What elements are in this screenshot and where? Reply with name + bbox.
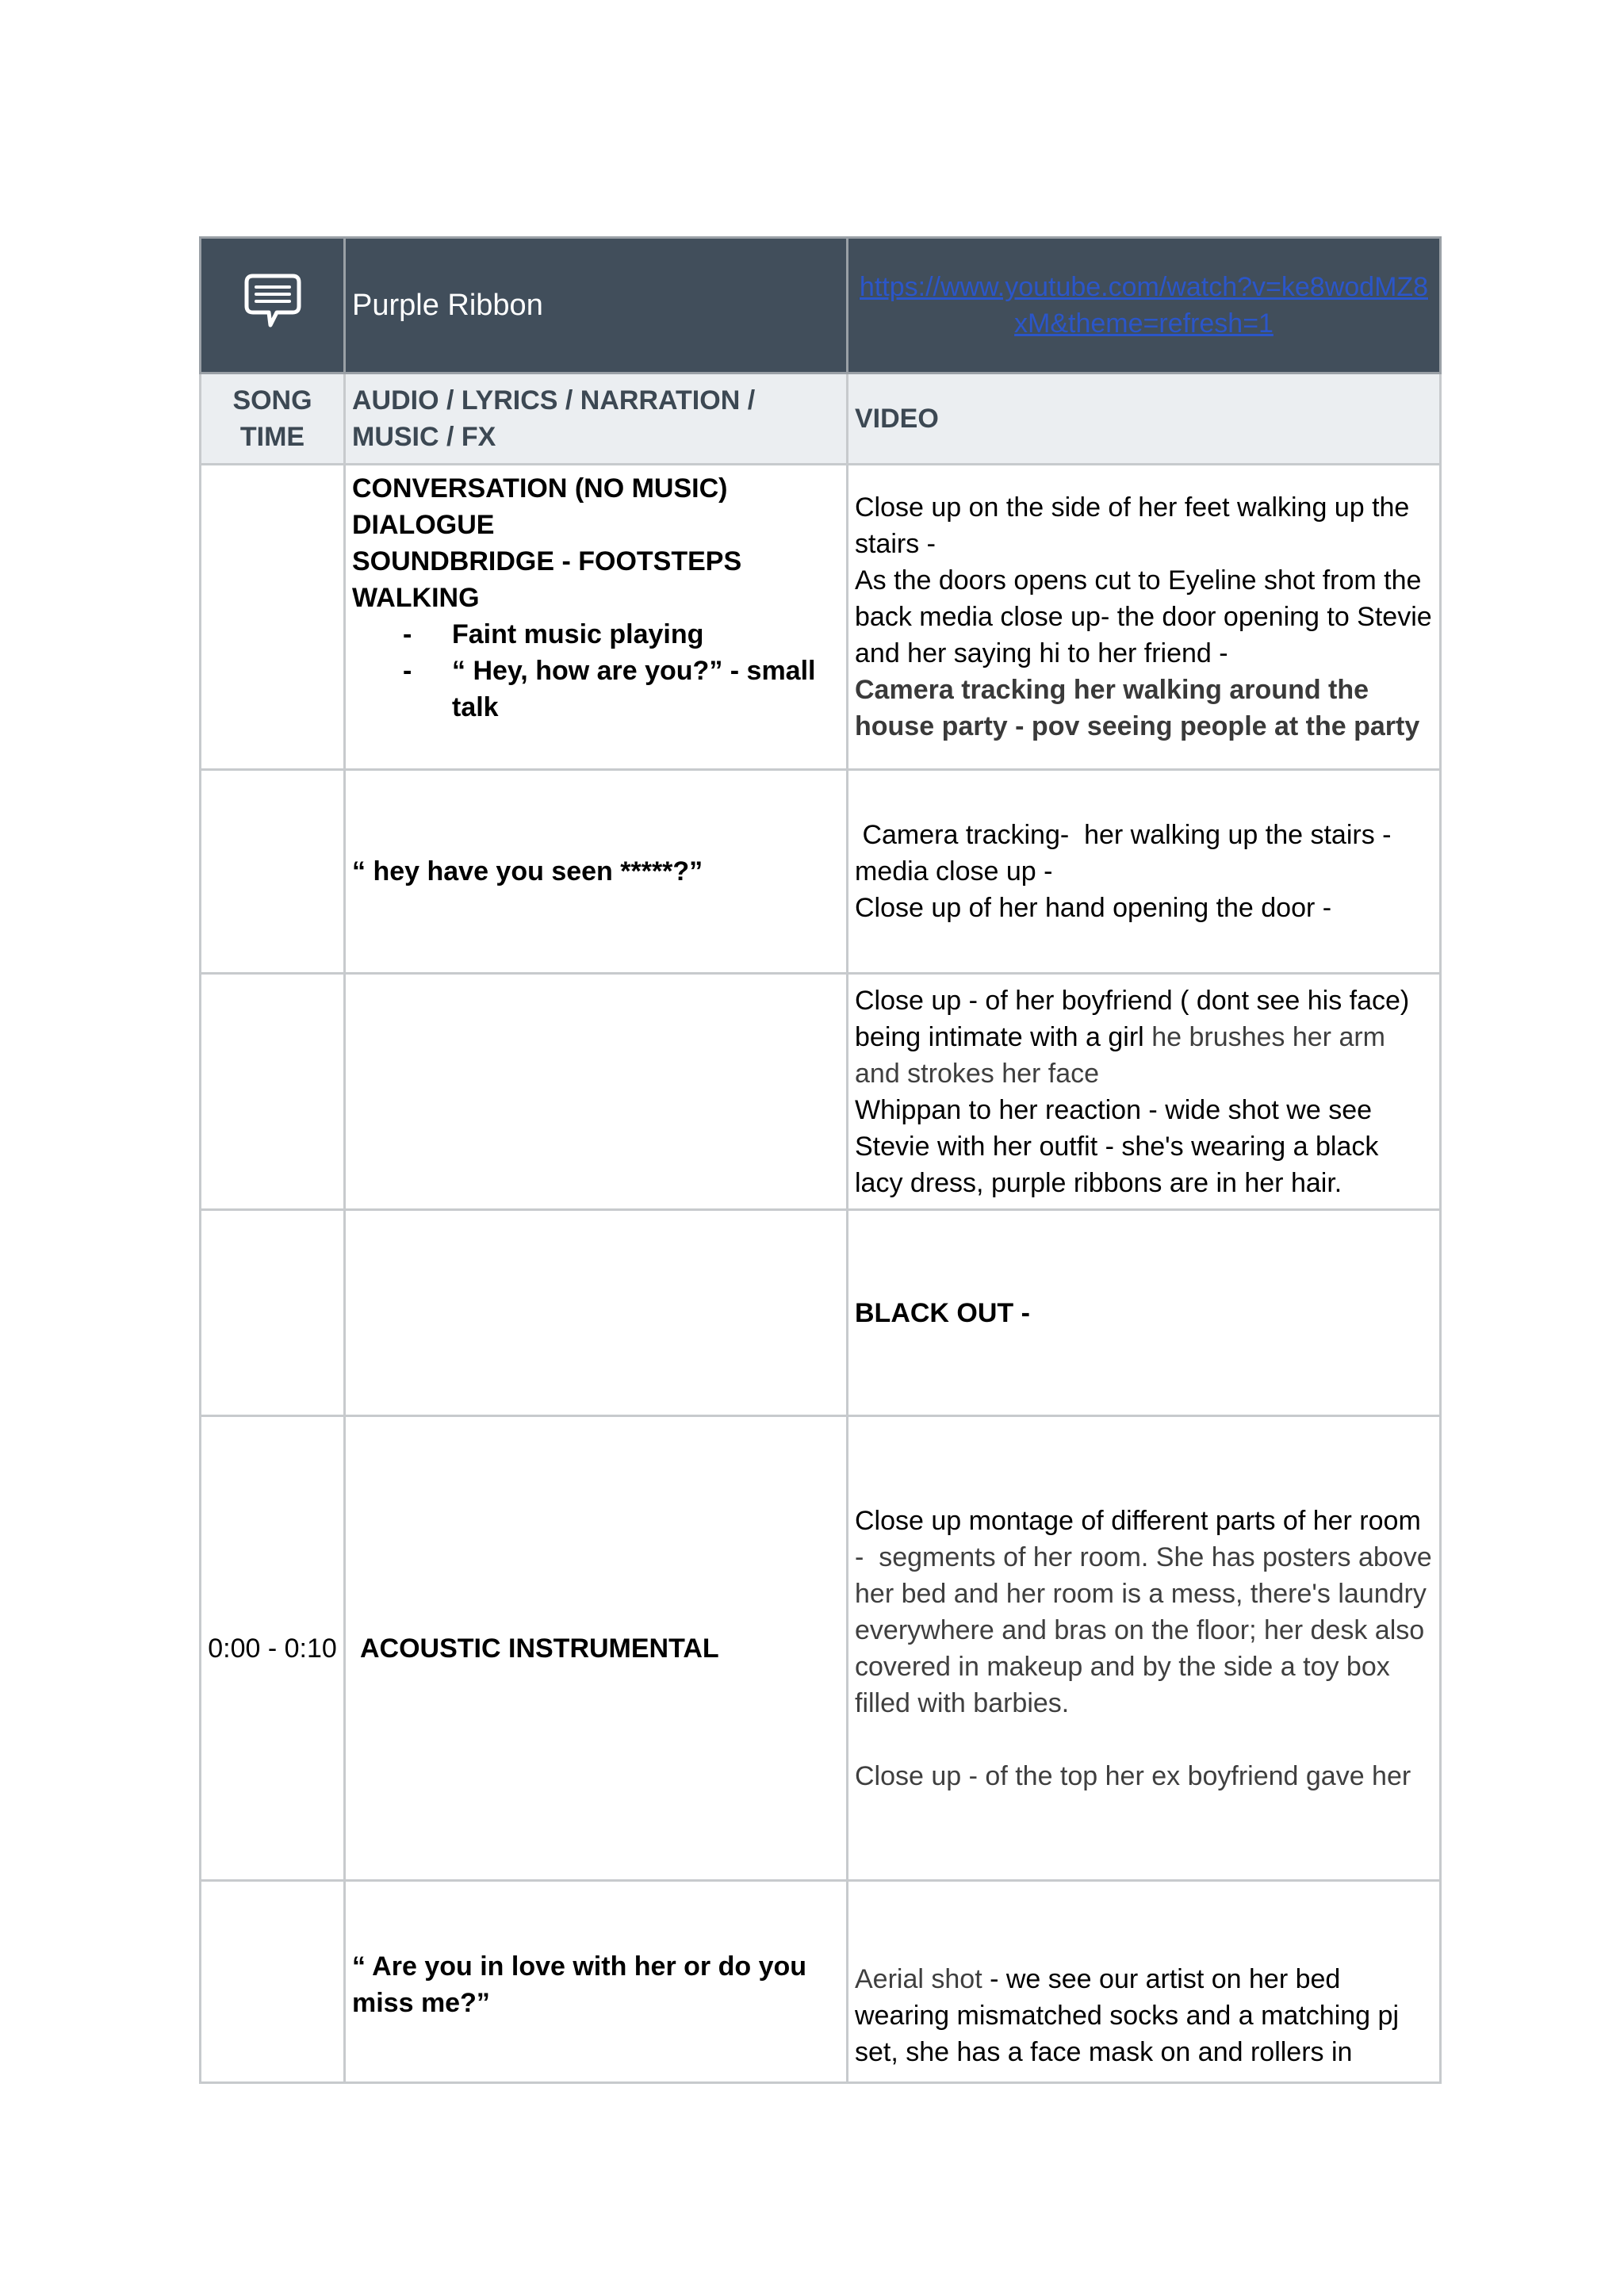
youtube-link[interactable]: https://www.youtube.com/watch?v=ke8wodMZ8xM&theme=refresh=1: [859, 272, 1429, 339]
video-link-cell: [848, 238, 1441, 373]
video-text: Close up - of her boyfriend ( dont see his face) being intimate with a girl: [855, 985, 1410, 1052]
audio-bullet-list: [352, 616, 840, 726]
row-video: BLACK OUT -: [848, 1210, 1441, 1416]
table-row: [201, 1881, 1441, 2083]
project-title: Purple Ribbon: [352, 288, 543, 322]
chat-bubble-icon: [242, 308, 304, 338]
row-video: [848, 770, 1441, 974]
video-text: Close up - of the top her ex boyfriend gave her: [855, 1760, 1411, 1791]
audio-line: CONVERSATION (NO MUSIC): [352, 473, 728, 504]
row-time: [201, 770, 345, 974]
audio-bullet: - “ Hey, how are you?” - small talk: [403, 653, 840, 726]
project-title-cell: [345, 238, 848, 373]
video-text: Close up of her hand opening the door -: [855, 893, 1332, 923]
row-audio: “ hey have you seen *****?”: [345, 770, 848, 974]
row-audio: ACOUSTIC INSTRUMENTAL: [345, 1416, 848, 1881]
row-video: [848, 1416, 1441, 1881]
column-header-time: SONG TIME: [201, 373, 345, 465]
audio-line: SOUNDBRIDGE - FOOTSTEPS: [352, 546, 742, 576]
header-icon-cell: [201, 238, 345, 373]
video-text: - segments of her room. She has posters above her bed and her room is a mess, there's laundry everywhere and bras on the floor; her desk also covered in makeup and by the side a toy box filled with barbies.: [855, 1505, 1440, 1718]
row-video: [848, 974, 1441, 1210]
table-row: [201, 1210, 1441, 1416]
column-header-audio: AUDIO / LYRICS / NARRATION / MUSIC / FX: [345, 373, 848, 465]
video-text: Close up montage of different parts of her room: [855, 1505, 1421, 1536]
video-text: Camera tracking- her walking up the stairs - media close up -: [855, 820, 1399, 887]
row-video: [848, 465, 1441, 770]
row-audio: [345, 974, 848, 1210]
table-row: [201, 770, 1441, 974]
video-text: Camera tracking her walking around the house party - pov seeing people at the party: [855, 675, 1420, 741]
row-audio: [345, 465, 848, 770]
video-text: Close up on the side of her feet walking up the stairs -: [855, 492, 1410, 559]
column-header-row: [201, 373, 1441, 465]
header-row: [201, 238, 1441, 373]
audio-line: DIALOGUE: [352, 510, 495, 540]
row-audio: “ Are you in love with her or do you miss me?”: [345, 1881, 848, 2083]
row-audio: [345, 1210, 848, 1416]
video-text: Aerial shot: [855, 1964, 982, 1994]
video-text: he brushes her arm and strokes her face: [855, 1021, 1386, 1089]
script-table: [199, 236, 1442, 2084]
row-time: [201, 1210, 345, 1416]
video-text: As the doors opens cut to Eyeline shot from the back media close up- the door opening to Stevie and her saying hi to her friend -: [855, 565, 1432, 668]
audio-line: WALKING: [352, 583, 480, 613]
table-row: [201, 974, 1441, 1210]
table-row: [201, 1416, 1441, 1881]
row-time: [201, 1881, 345, 2083]
row-time: [201, 974, 345, 1210]
row-video: [848, 1881, 1441, 2083]
video-text: Whippan to her reaction - wide shot we see Stevie with her outfit - she's wearing a black lacy dress, purple ribbons are in her hair.: [855, 1094, 1379, 1198]
audio-bullet: - Faint music playing: [403, 616, 840, 653]
row-time: [201, 465, 345, 770]
column-header-video: VIDEO: [848, 373, 1441, 465]
table-row: [201, 465, 1441, 770]
row-time: 0:00 - 0:10: [201, 1416, 345, 1881]
video-text: - we see our artist on her bed wearing mismatched socks and a matching pj set, she has a face mask on and rollers in: [855, 1964, 1399, 2067]
